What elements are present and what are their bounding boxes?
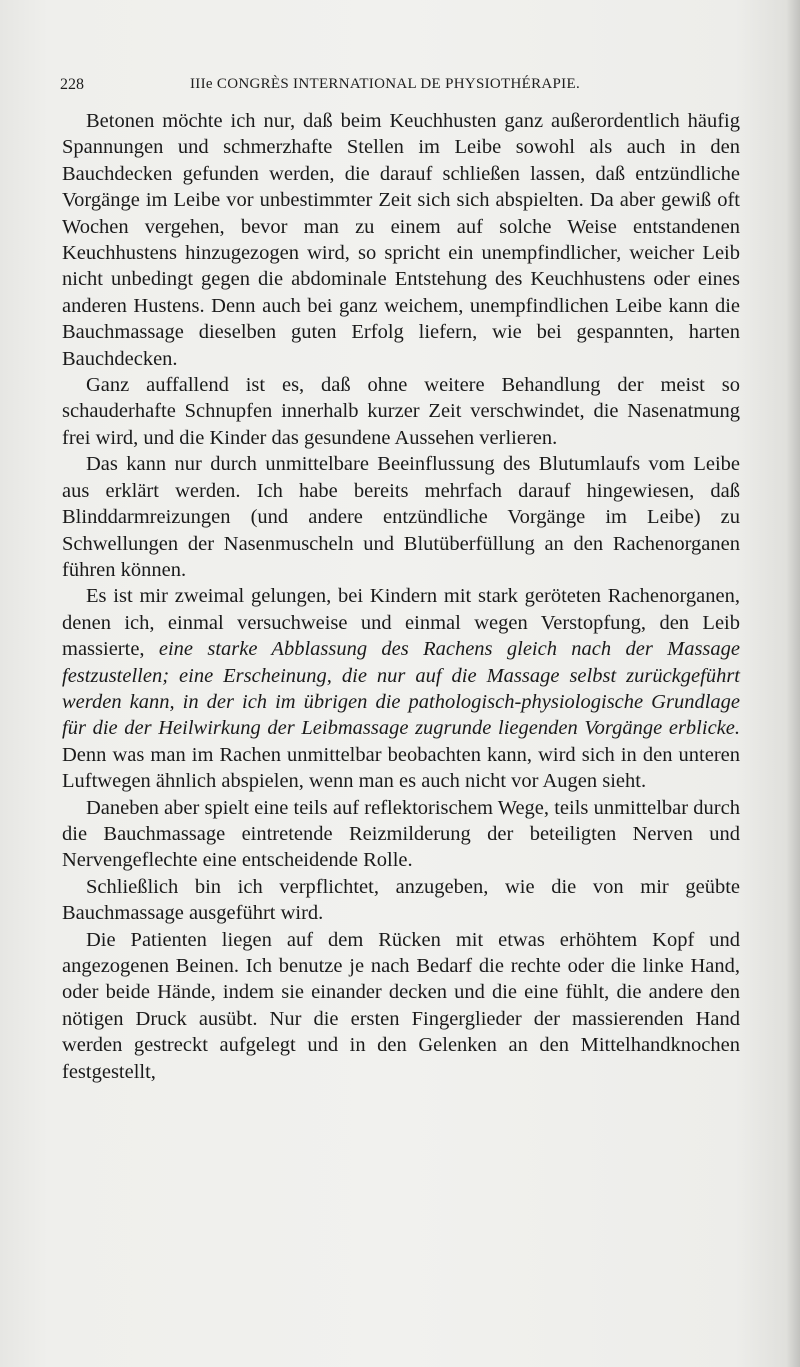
page-edge-shadow: [786, 0, 800, 1367]
paragraph: [62, 583, 740, 794]
body-text: [62, 108, 740, 1085]
paragraph: Ganz auffallend ist es, daß ohne weitere Behandlung der meist so schauderhafte Schnupfen innerhalb kurzer Zeit verschwindet, die Nasenatmung frei wird, und die Kinder das gesundene Aussehen verlieren.: [62, 374, 740, 449]
paragraph: Daneben aber spielt eine teils auf reflektorischem Wege, teils unmittelbar durch die Bauchmassage eintretende Reizmilderung der beteiligten Nerven und Nervengeflechte eine entscheidende Rolle.: [62, 796, 740, 872]
page-header: [60, 76, 750, 100]
paragraph: Schließlich bin ich verpflichtet, anzugeben, wie die von mir geübte Bauchmassage ausgeführt wird.: [62, 875, 740, 925]
paragraph-text: Denn was man im Rachen unmittelbar beobachten kann, wird sich in den unteren Luftwegen ähnlich abspielen, wenn man es auch nicht vor Augen sieht.: [62, 743, 740, 793]
italic-emphasis: eine starke Abblassung des Rachens gleich nach der Massage festzustellen; eine Erscheinung, die nur auf die Massage selbst zurückgeführt werden kann, in der ich im übrigen die pathologisch-physiologische Grundlage für die der Heilwirkung der Leibmassage zugrunde liegenden Vorgänge erblicke.: [62, 638, 741, 740]
paragraph: Das kann nur durch unmittelbare Beeinflussung des Blutumlaufs vom Leibe aus erklärt werden. Ich habe bereits mehrfach darauf hingewiesen, daß Blinddarmreizungen (und andere entzündliche Vorgänge im Leibe) zu Schwellungen der Nasenmuscheln und Blutüberfüllung an den Rachenorganen führen können.: [62, 453, 740, 581]
paragraph-text: Es ist mir zweimal gelungen, bei Kindern mit stark geröteten Rachenorganen, denen ich, einmal versuchweise und einmal wegen Verstopfung, den Leib massierte,: [62, 585, 740, 661]
running-title: IIIe CONGRÈS INTERNATIONAL DE PHYSIOTHÉRAPIE.: [190, 76, 580, 92]
page-number: 228: [60, 76, 84, 93]
paragraph: Die Patienten liegen auf dem Rücken mit etwas erhöhtem Kopf und angezogenen Beinen. Ich benutze je nach Bedarf die rechte oder die linke Hand, oder beide Hände, indem sie einander decken und die eine fühlt, die andere den nötigen Druck ausübt. Nur die ersten Fingerglieder der massierenden Hand werden gestreckt aufgelegt und in den Gelenken an den Mittelhandknochen festgestellt,: [62, 928, 740, 1083]
paragraph: Betonen möchte ich nur, daß beim Keuchhusten ganz außerordentlich häufig Spannungen und schmerzhafte Stellen im Leibe sowohl als auch in den Bauchdecken gefunden werden, die darauf schließen lassen, daß entzündliche Vorgänge im Leibe vor unbestimmter Zeit sich sich abspielten. Da aber gewiß oft Wochen vergehen, bevor man zu einem auf solche Weise entstandenen Keuchhustens hinzugezogen wird, so spricht ein unempfindlicher, weicher Leib nicht unbedingt gegen die abdominale Entstehung des Keuchhustens oder eines anderen Hustens. Denn auch bei ganz weichem, unempfindlichen Leibe kann die Bauchmassage dieselben guten Erfolg liefern, wie bei gespannten, harten Bauchdecken.: [62, 110, 740, 370]
